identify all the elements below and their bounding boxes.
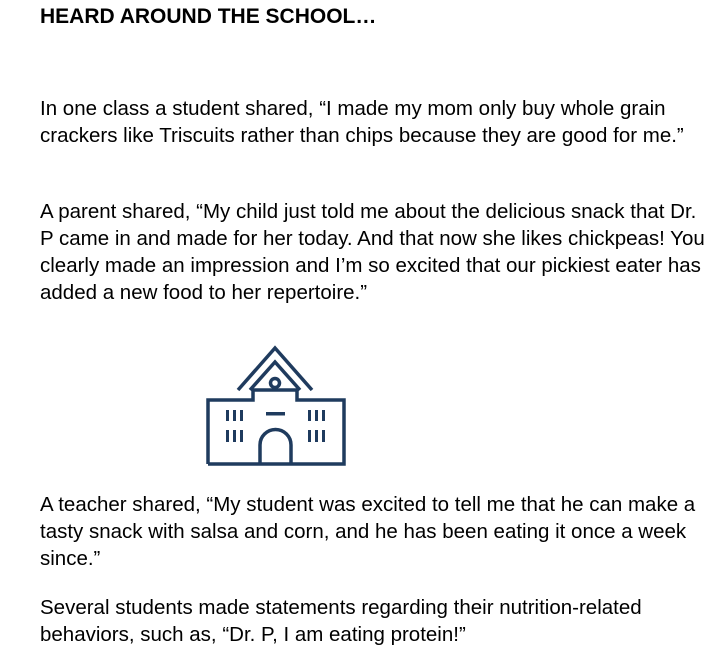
school-building-icon bbox=[205, 343, 347, 467]
students-statement-paragraph: Several students made statements regarding their nutrition-related behaviors, such as, “Dr. P, I am eating protein!” bbox=[40, 596, 642, 646]
parent-quote-paragraph: A parent shared, “My child just told me about the delicious snack that Dr. P came in and made for her today. And that now she likes chickpeas! You clearly made an impression and I’m so excited that our pickiest eater has added a new food to her repertoire.” bbox=[40, 200, 705, 304]
teacher-quote-paragraph: A teacher shared, “My student was excited to tell me that he can make a tasty snack with salsa and corn, and he has been eating it once a week since.” bbox=[40, 493, 696, 570]
student-quote-paragraph: In one class a student shared, “I made my mom only buy whole grain crackers like Triscuits rather than chips because they are good for me.” bbox=[40, 97, 684, 147]
page-title: HEARD AROUND THE SCHOOL… bbox=[40, 5, 377, 28]
